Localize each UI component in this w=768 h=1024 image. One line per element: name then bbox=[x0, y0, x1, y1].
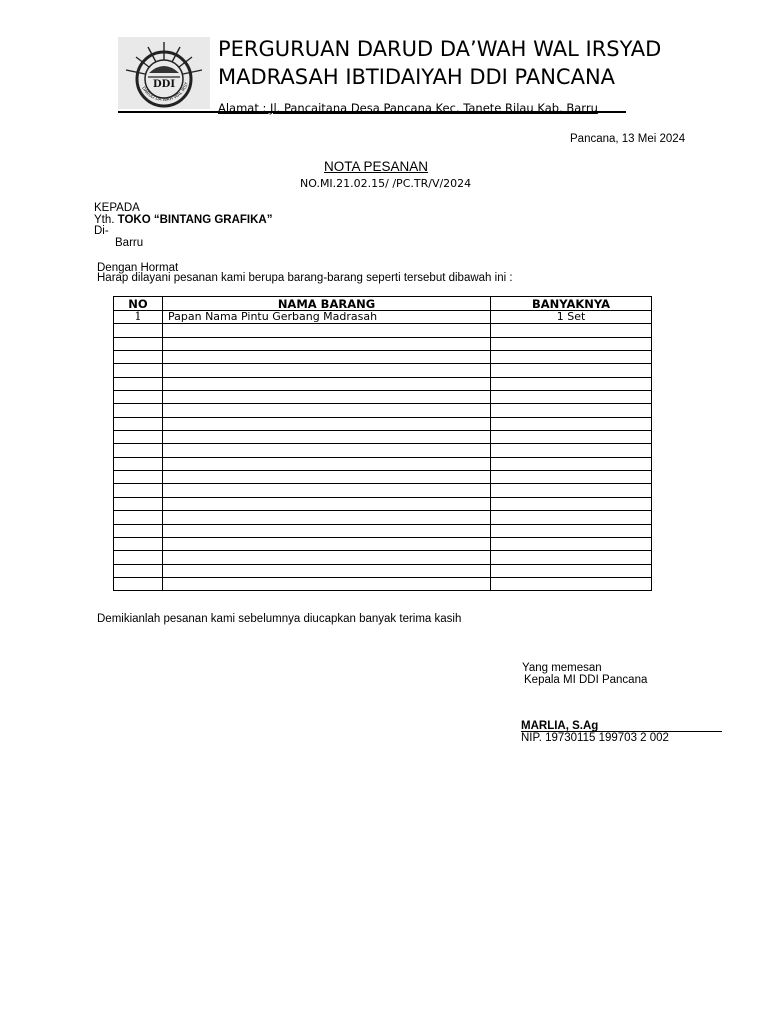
cell-item-name bbox=[163, 324, 491, 337]
cell-quantity bbox=[491, 577, 652, 590]
cell-no bbox=[114, 577, 163, 590]
table-header-row bbox=[114, 297, 652, 311]
cell-no bbox=[114, 457, 163, 470]
cell-no bbox=[114, 564, 163, 577]
cell-item-name bbox=[163, 497, 491, 510]
greeting: Dengan Hormat bbox=[97, 262, 179, 274]
cell-item-name bbox=[163, 337, 491, 350]
cell-quantity bbox=[491, 564, 652, 577]
yth-label: Yth. bbox=[94, 214, 115, 226]
header-quantity: BANYAKNYA bbox=[491, 297, 652, 311]
signature-position: Kepala MI DDI Pancana bbox=[524, 674, 648, 686]
cell-no bbox=[114, 351, 163, 364]
document-title: NOTA PESANAN bbox=[324, 159, 429, 174]
cell-quantity bbox=[491, 484, 652, 497]
table-row bbox=[114, 524, 652, 537]
table-row bbox=[114, 551, 652, 564]
cell-item-name bbox=[163, 364, 491, 377]
cell-no bbox=[114, 537, 163, 550]
cell-quantity bbox=[491, 391, 652, 404]
document-number: NO.MI.21.02.15/ /PC.TR/V/2024 bbox=[300, 177, 472, 190]
signatory-name: MARLIA, S.Ag bbox=[521, 720, 599, 732]
cell-quantity bbox=[491, 351, 652, 364]
cell-quantity bbox=[491, 457, 652, 470]
cell-no bbox=[114, 471, 163, 484]
table-row bbox=[114, 404, 652, 417]
cell-quantity bbox=[491, 337, 652, 350]
cell-item-name bbox=[163, 417, 491, 430]
table-row bbox=[114, 471, 652, 484]
cell-item-name bbox=[163, 431, 491, 444]
cell-item-name bbox=[163, 511, 491, 524]
school-foundation-name: PERGURUAN DARUD DA’WAH WAL IRSYAD bbox=[218, 37, 662, 61]
cell-quantity bbox=[491, 431, 652, 444]
cell-item-name bbox=[163, 484, 491, 497]
place-date: Pancana, 13 Mei 2024 bbox=[570, 133, 686, 145]
logo-text: DDI bbox=[152, 79, 176, 90]
table-row bbox=[114, 391, 652, 404]
cell-no bbox=[114, 511, 163, 524]
cell-quantity bbox=[491, 524, 652, 537]
cell-quantity bbox=[491, 364, 652, 377]
cell-quantity bbox=[491, 551, 652, 564]
table-row bbox=[114, 351, 652, 364]
cell-item-name bbox=[163, 457, 491, 470]
cell-item-name bbox=[163, 471, 491, 484]
table-row bbox=[114, 431, 652, 444]
signatory-nip: NIP. 19730115 199703 2 002 bbox=[521, 732, 669, 744]
cell-quantity bbox=[491, 511, 652, 524]
table-row bbox=[114, 484, 652, 497]
cell-no bbox=[114, 364, 163, 377]
letterhead-divider bbox=[118, 111, 626, 113]
recipient-city: Barru bbox=[115, 237, 144, 249]
di-label: Di- bbox=[94, 225, 109, 237]
recipient-line bbox=[94, 214, 273, 226]
cell-no bbox=[114, 417, 163, 430]
cell-quantity bbox=[491, 377, 652, 390]
table-row bbox=[114, 497, 652, 510]
cell-item-name bbox=[163, 577, 491, 590]
cell-item-name bbox=[163, 444, 491, 457]
cell-no bbox=[114, 444, 163, 457]
header-item-name: NAMA BARANG bbox=[163, 297, 491, 311]
table-row bbox=[114, 377, 652, 390]
table-row bbox=[114, 311, 652, 324]
table-row bbox=[114, 337, 652, 350]
table-row bbox=[114, 511, 652, 524]
cell-quantity bbox=[491, 417, 652, 430]
table-row bbox=[114, 444, 652, 457]
to-label: KEPADA bbox=[94, 202, 140, 214]
cell-item-name bbox=[163, 391, 491, 404]
cell-no bbox=[114, 524, 163, 537]
table-row bbox=[114, 417, 652, 430]
cell-no bbox=[114, 377, 163, 390]
cell-no bbox=[114, 431, 163, 444]
cell-no bbox=[114, 404, 163, 417]
table-row bbox=[114, 577, 652, 590]
closing-text: Demikianlah pesanan kami sebelumnya diucapkan banyak terima kasih bbox=[97, 613, 462, 625]
logo-ring-text: DARUD DA'WAH WAL IRSY bbox=[140, 82, 190, 104]
cell-quantity bbox=[491, 444, 652, 457]
cell-item-name bbox=[163, 537, 491, 550]
cell-item-name bbox=[163, 564, 491, 577]
cell-quantity bbox=[491, 404, 652, 417]
cell-no bbox=[114, 497, 163, 510]
cell-no: 1 bbox=[114, 311, 163, 324]
order-items-table bbox=[113, 296, 652, 591]
cell-no bbox=[114, 551, 163, 564]
cell-quantity: 1 Set bbox=[491, 311, 652, 324]
cell-no bbox=[114, 324, 163, 337]
cell-item-name bbox=[163, 377, 491, 390]
cell-quantity bbox=[491, 497, 652, 510]
cell-item-name bbox=[163, 404, 491, 417]
cell-no bbox=[114, 337, 163, 350]
school-name: MADRASAH IBTIDAIYAH DDI PANCANA bbox=[218, 65, 616, 89]
table-row bbox=[114, 537, 652, 550]
cell-item-name bbox=[163, 551, 491, 564]
cell-quantity bbox=[491, 537, 652, 550]
cell-item-name bbox=[163, 524, 491, 537]
recipient-name: TOKO “BINTANG GRAFIKA” bbox=[117, 214, 273, 226]
cell-no bbox=[114, 391, 163, 404]
table-row bbox=[114, 324, 652, 337]
cell-item-name bbox=[163, 351, 491, 364]
cell-quantity bbox=[491, 471, 652, 484]
cell-no bbox=[114, 484, 163, 497]
ddi-emblem-logo bbox=[118, 37, 210, 109]
cell-quantity bbox=[491, 324, 652, 337]
intro-text: Harap dilayani pesanan kami berupa barang-barang seperti tersebut dibawah ini : bbox=[97, 272, 513, 284]
table-row bbox=[114, 457, 652, 470]
school-address: Alamat : Jl. Pancaitana Desa Pancana Kec. Tanete Rilau Kab. Barru bbox=[218, 101, 598, 115]
table-row bbox=[114, 564, 652, 577]
signature-label: Yang memesan bbox=[522, 662, 602, 674]
header-no: NO bbox=[114, 297, 163, 311]
cell-item-name: Papan Nama Pintu Gerbang Madrasah bbox=[163, 311, 491, 324]
table-row bbox=[114, 364, 652, 377]
